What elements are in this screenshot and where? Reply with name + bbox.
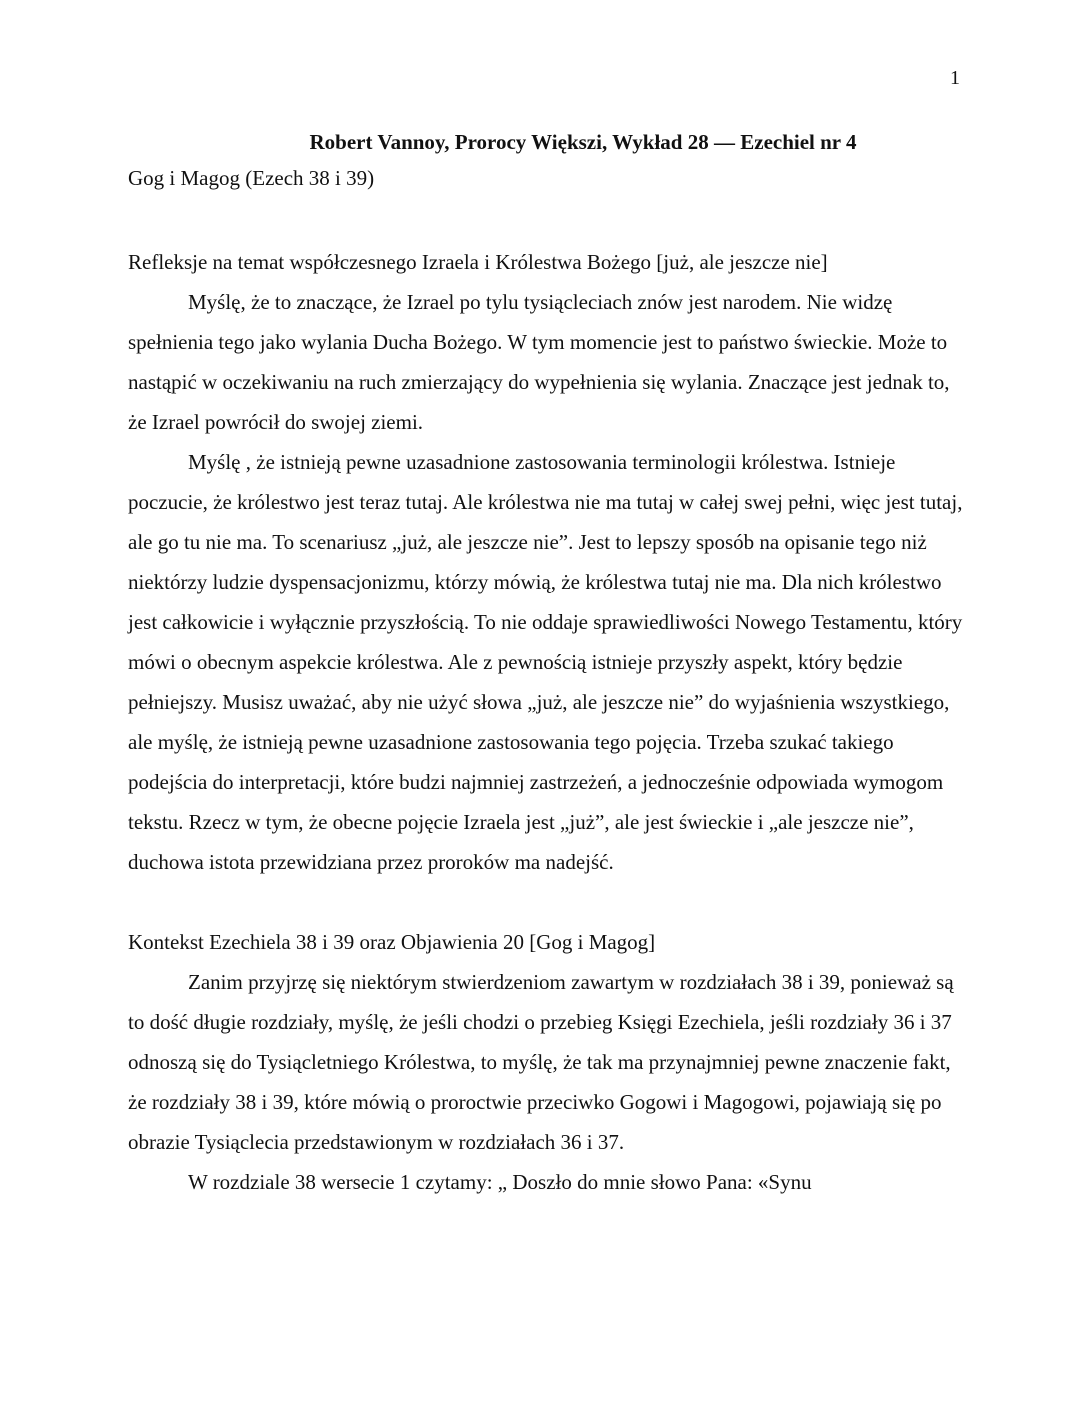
paragraph: Myślę , że istnieją pewne uzasadnione zastosowania terminologii królestwa. Istnieje poczucie, że królestwo jest teraz tutaj. Ale królestwa nie ma tutaj w całej swej pełni, więc jest tutaj, ale go tu nie ma. To scenariusz „już, ale jeszcze nie”. Jest to lepszy sposób na opisanie tego niż niektórzy ludzie dyspensacjonizmu, którzy mówią, że królestwa tutaj nie ma. Dla nich królestwo jest całkowicie i wyłącznie przyszłością. To nie oddaje sprawiedliwości Nowego Testamentu, który mówi o obecnym aspekcie królestwa. Ale z pewnością istnieje przyszły aspekt, który będzie pełniejszy. Musisz uważać, aby nie użyć słowa „już, ale jeszcze nie” do wyjaśnienia wszystkiego, ale myślę, że istnieją pewne uzasadnione zastosowania tego pojęcia. Trzeba szukać takiego podejścia do interpretacji, które budzi najmniej zastrzeżeń, a jednocześnie odpowiada wymogom tekstu. Rzecz w tym, że obecne pojęcie Izraela jest „już”, ale jest świeckie i „ale jeszcze nie”, duchowa istota przewidziana przez proroków ma nadejść. — [128, 450, 963, 874]
spacer — [128, 198, 968, 242]
paragraph: W rozdziale 38 wersecie 1 czytamy: „ Doszło do mnie słowo Pana: «Synu — [188, 1170, 812, 1194]
document-title: Robert Vannoy, Prorocy Większi, Wykład 28 — Ezechiel nr 4 — [309, 130, 857, 154]
section-heading: Kontekst Ezechiela 38 i 39 oraz Objawienia 20 [Gog i Magog] — [128, 930, 656, 954]
paragraph: Zanim przyjrzę się niektórym stwierdzeniom zawartym w rozdziałach 38 i 39, ponieważ są to dość długie rozdziały, myślę, że jeśli chodzi o przebieg Księgi Ezechiela, jeśli rozdziały 36 i 37 odnoszą się do Tysiącletniego Królestwa, to myślę, że tak ma przynajmniej pewne znaczenie fakt, że rozdziały 38 i 39, które mówią o proroctwie przeciwko Gogowi i Magogowi, pojawiają się po obrazie Tysiąclecia przedstawionym w rozdziałach 36 i 37. — [128, 970, 954, 1154]
section-heading: Refleksje na temat współczesnego Izraela i Królestwa Bożego [już, ale jeszcze nie] — [128, 250, 828, 274]
paragraph: Myślę, że to znaczące, że Izrael po tylu tysiącleciach znów jest narodem. Nie widzę spełnienia tego jako wylania Ducha Bożego. W tym momencie jest to państwo świeckie. Może to nastąpić w oczekiwaniu na ruch zmierzający do wypełnienia się wylania. Znaczące jest jednak to, że Izrael powrócił do swojej ziemi. — [128, 290, 950, 434]
document-subtitle: Gog i Magog (Ezech 38 i 39) — [128, 166, 375, 190]
page-number: 1 — [950, 67, 960, 89]
spacer — [128, 882, 968, 922]
document-body — [128, 126, 968, 1202]
